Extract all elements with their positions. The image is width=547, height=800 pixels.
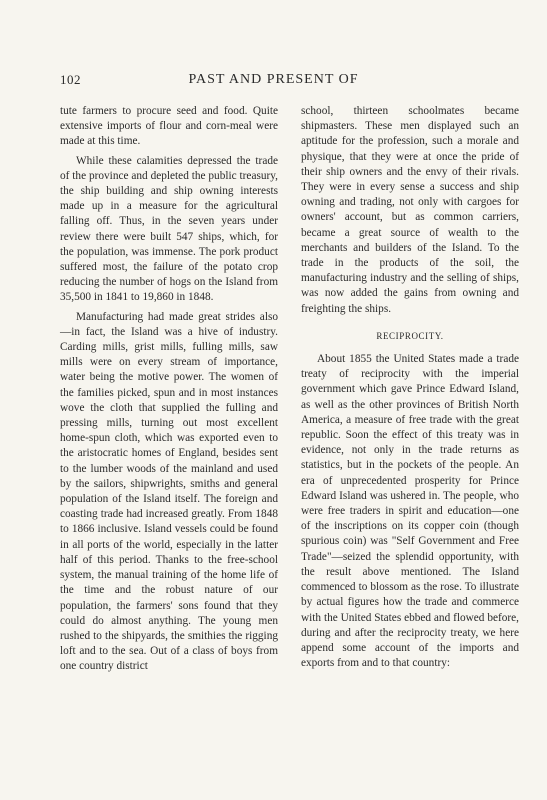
right-column — [301, 104, 519, 671]
running-title: PAST AND PRESENT OF — [188, 72, 359, 87]
page-number: 102 — [60, 72, 81, 87]
paragraph: About 1855 the United States made a trade treaty of reciprocity with the imperial government which gave Prince Edward Island, as well as the other provinces of British North America, a measure of free trade with the great republic. Soon the effect of this treaty was in evidence, not only in the trade returns as statistics, but in the pockets of the people. An era of unprecedented prosperity for Prince Edward Island was ushered in. The people, who were free traders in spirit and education—one of the inscriptions on its copper coin (though spurious coin) was "Self Government and Free Trade"—seized the splendid opportunity, with the result above mentioned. The Island commenced to blossom as the rose. To illustrate by actual figures how the trade and commerce with the United States ebbed and flowed before, during and after the reciprocity treaty, we here append some account of the imports and exports from and to that country: — [301, 353, 519, 670]
paragraph: While these calamities depressed the trade of the province and depleted the public treasury, the ship building and ship owning interests made up in a measure for the agricultural falling off. Thus, in the seven years under review there were built 547 ships, which, for the population, was immense. The pork product suffered most, the failure of the potato crop reducing the number of hogs on the Island from 35,500 in 1841 to 19,860 in 1848. — [60, 154, 278, 304]
paragraph: school, thirteen schoolmates became shipmasters. These men displayed such an aptitude for the profession, such a morale and physique, that they were at once the pride of their ship owners and the envy of their rivals. They were in every sense a success and ship owning and trading, not only with cargoes for owners' account, but as common carriers, became a great source of wealth to the merchants and builders of the Island. To the trade in the products of the soil, the manufacturing industry and the selling of ships, was now added the gains from owning and freighting the ships. — [301, 105, 519, 315]
paragraph: Manufacturing had made great strides also—in fact, the Island was a hive of industry. Carding mills, grist mills, fulling mills, saw mills were on every stream of importance, water being the motive power. The women of the families picked, spun and in most instances wove the cloth that supplied the fulling and pressing mills, turning out most excellent home-spun cloth, which was exported even to the aristocratic homes of England, besides sent to the lumber woods of the mainland and used by the sailors, shipwrights, smiths and general population of the Island itself. The foreign and coasting trade had increased greatly. From 1848 to 1866 inclusive. Island vessels could be found in all ports of the world, especially in the latter half of this period. Thanks to the free-school system, the manual training of the home life of the time and the robust nature of our population, the farmers' sons found that they could do almost anything. The young men rushed to the shipyards, the smithies the rigging loft and to the sea. Out of a class of boys from one country district — [60, 310, 278, 673]
left-column — [60, 104, 278, 675]
section-heading: RECIPROCITY. — [376, 330, 444, 341]
page-header — [60, 72, 487, 88]
paragraph: tute farmers to procure seed and food. Quite extensive imports of flour and corn-meal were made at this time. — [60, 105, 278, 148]
